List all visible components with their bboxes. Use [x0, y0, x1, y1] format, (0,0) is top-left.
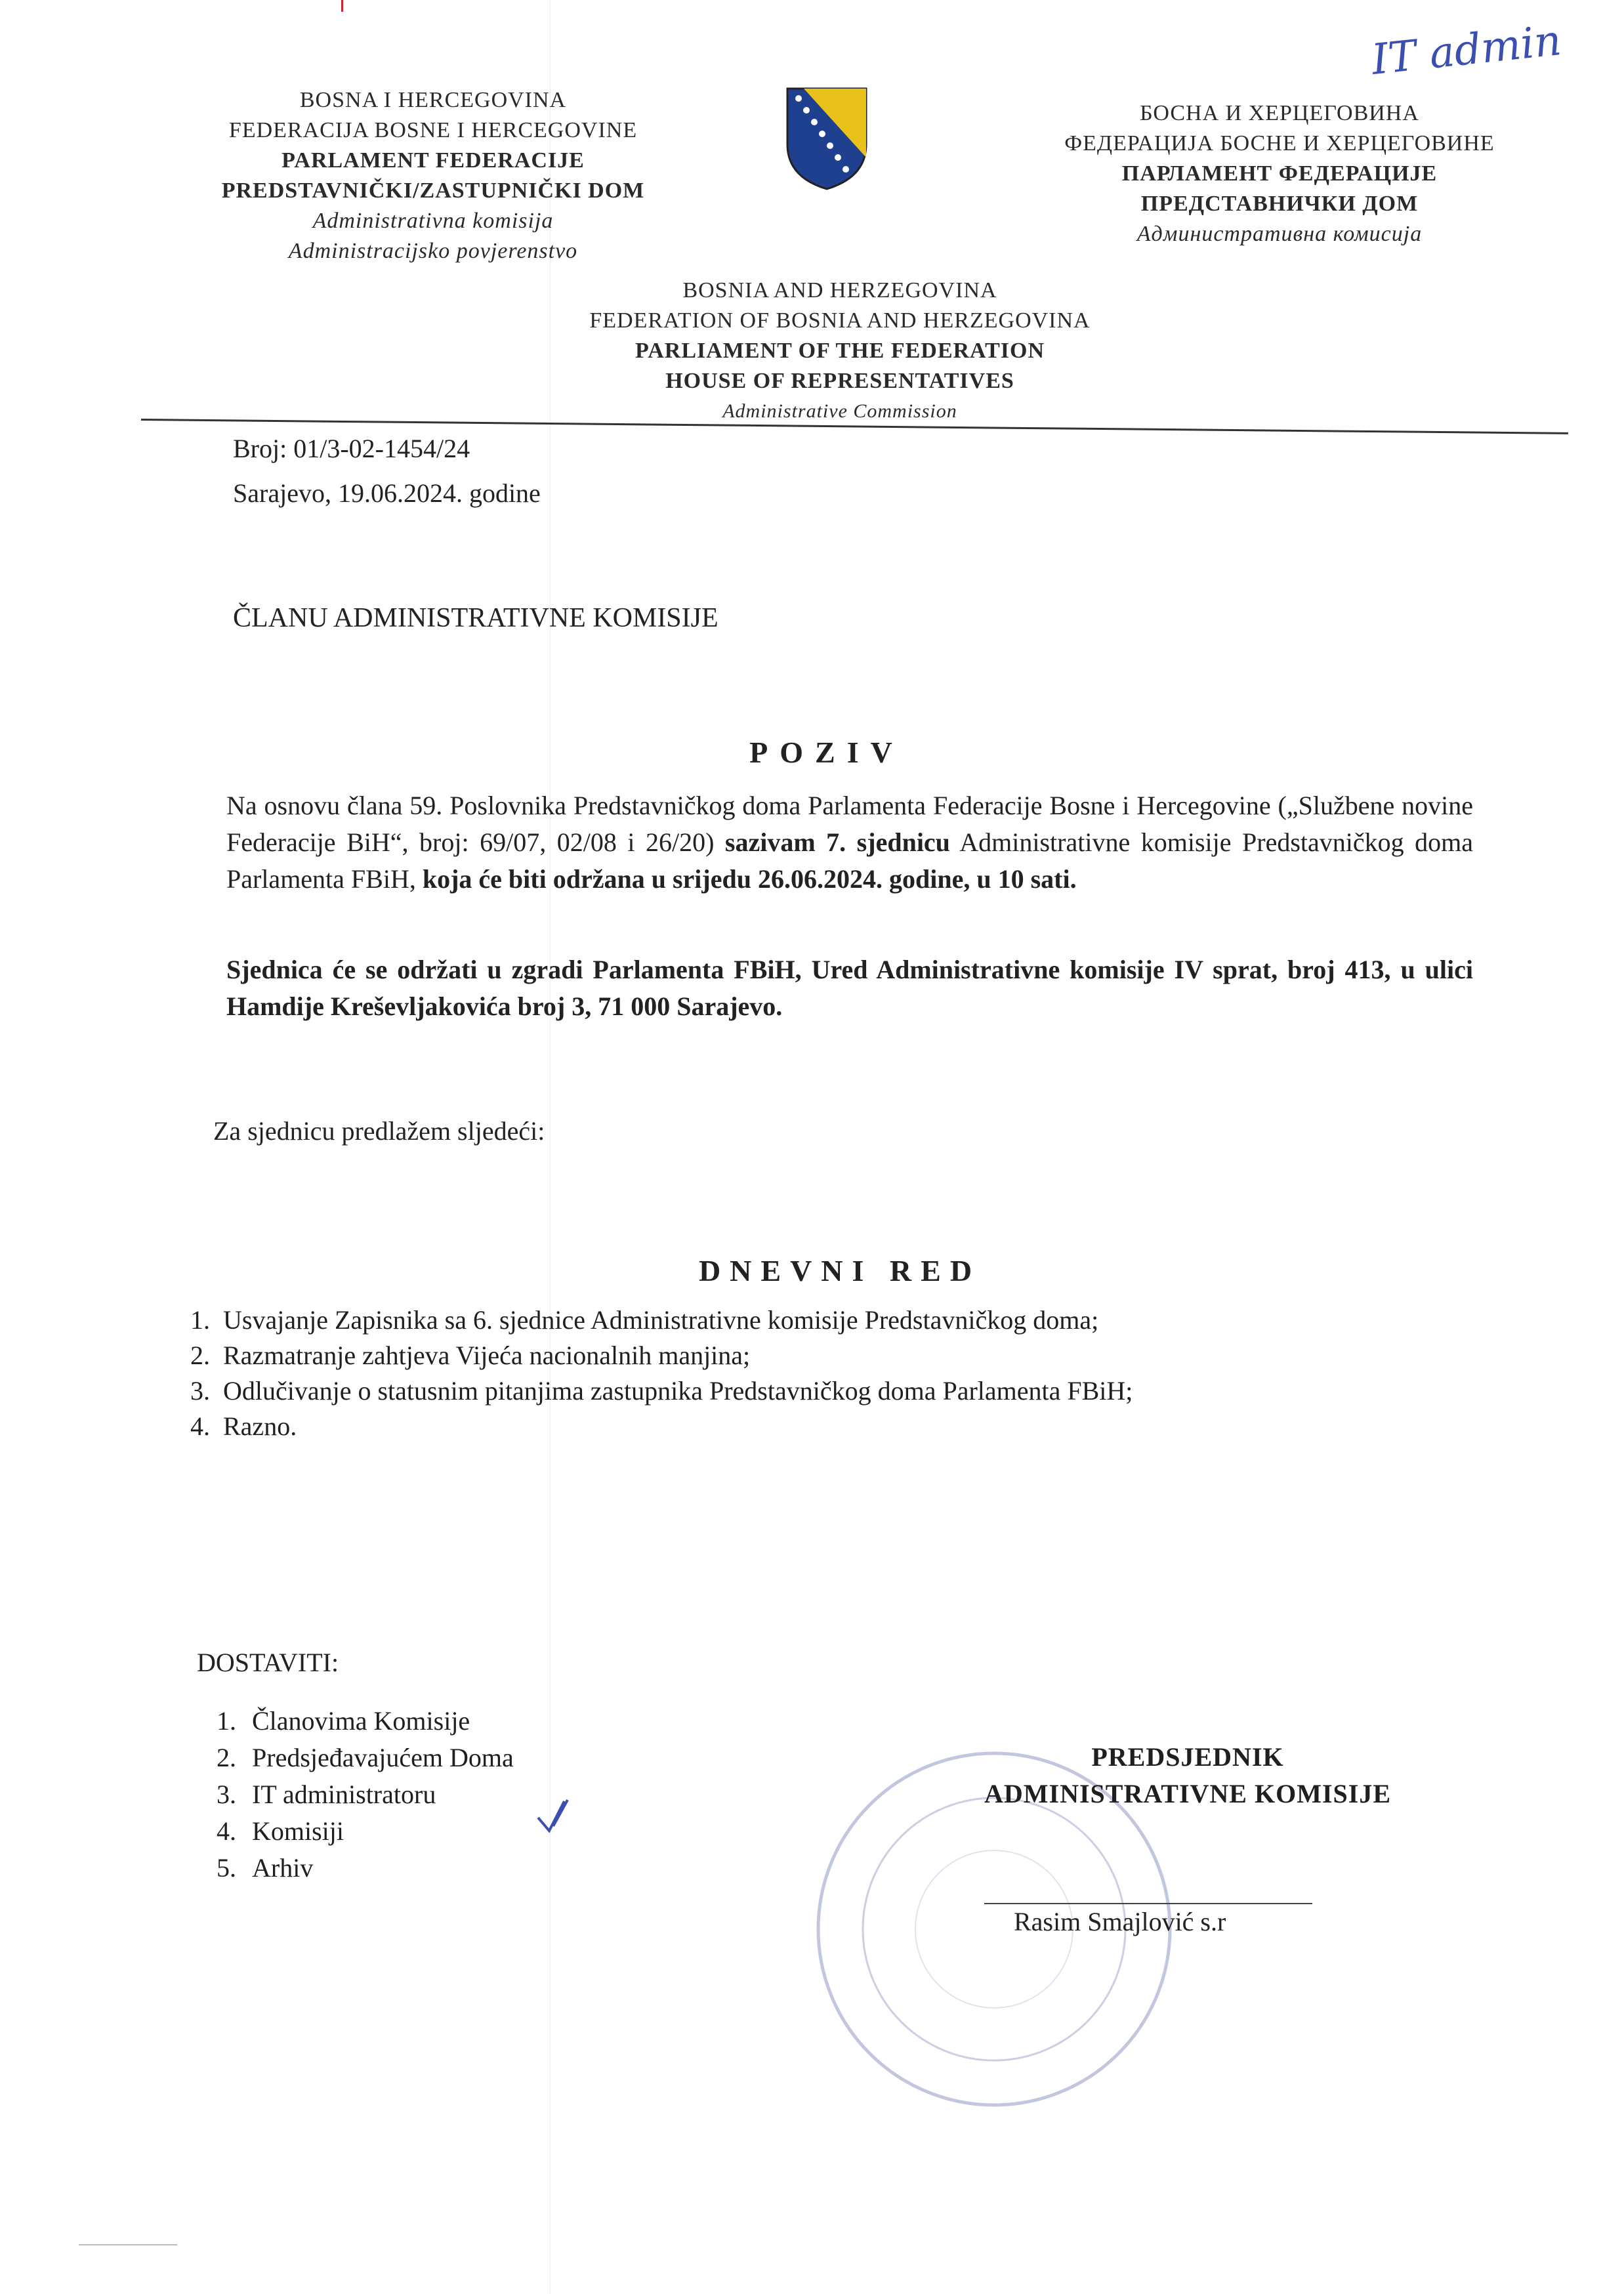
- location-paragraph: Sjednica će se održati u zgradi Parlamenta FBiH, Ured Administrativne komisije IV sprat, broj 413, u ulici Hamdije Kreševljakovića broj 3, 71 000 Sarajevo.: [226, 955, 1473, 1021]
- distribution-item: 2. Predsjeđavajućem Doma: [243, 1740, 768, 1776]
- distribution-item: 1. Članovima Komisije: [243, 1703, 768, 1740]
- agenda-item: 1. Usvajanje Zapisnika sa 6. sjednice Administrativne komisije Predstavničkog doma;: [217, 1303, 1529, 1338]
- header-right-line1: БОСНА И ХЕРЦЕГОВИНА: [1140, 101, 1419, 125]
- header-center: [512, 276, 1168, 427]
- header-left: [151, 85, 715, 266]
- distribution-title: DOSTAVITI:: [197, 1648, 339, 1677]
- paragraph-text-2: sazivam 7. sjednicu: [724, 827, 950, 857]
- header-center-line3: PARLIAMENT OF THE FEDERATION: [635, 339, 1045, 363]
- header-left-line4: PREDSTAVNIČKI/ZASTUPNIČKI DOM: [221, 178, 645, 203]
- header-right-line3: ПАРЛАМЕНТ ФЕДЕРАЦИЈЕ: [1121, 161, 1438, 186]
- handwritten-note: IT admin: [1369, 16, 1564, 85]
- agenda-title: DNEVNI RED: [698, 1254, 982, 1287]
- agenda-list: [164, 1303, 1529, 1444]
- coat-of-arms-icon: [784, 85, 869, 190]
- distribution-list: [197, 1703, 768, 1887]
- header-center-line4: HOUSE OF REPRESENTATIVES: [665, 369, 1014, 393]
- header-right-line4: ПРЕДСТАВНИЧКИ ДОМ: [1140, 192, 1419, 216]
- distribution-item: 5. Arhiv: [243, 1850, 768, 1887]
- header-right: [1010, 98, 1549, 249]
- document-title: POZIV: [749, 736, 904, 769]
- paragraph-text-3: Administrativne komisije Predstavničkog doma Parlamenta FBiH,: [226, 827, 1474, 894]
- signatory-name: Rasim Smajlović s.r: [1014, 1907, 1226, 1936]
- header-center-line1: BOSNIA AND HERZEGOVINA: [682, 278, 997, 302]
- agenda-item: 4. Razno.: [217, 1409, 1529, 1444]
- signature-title-2: ADMINISTRATIVNE KOMISIJE: [984, 1779, 1391, 1808]
- agenda-item: 2. Razmatranje zahtjeva Vijeća nacionalnih manjina;: [217, 1338, 1529, 1373]
- scan-mark: [341, 0, 343, 12]
- signature-title-1: PREDSJEDNIK: [1091, 1742, 1284, 1772]
- header-right-line5: Административна комисија: [1136, 222, 1423, 246]
- header-right-line2: ФЕДЕРАЦИЈА БОСНЕ И ХЕРЦЕГОВИНЕ: [1064, 131, 1495, 156]
- signature-block: [899, 1739, 1476, 1812]
- agenda-item: 3. Odlučivanje o statusnim pitanjima zastupnika Predstavničkog doma Parlamenta FBiH;: [217, 1373, 1529, 1409]
- header-center-line5: Administrative Commission: [722, 400, 957, 422]
- reference-date: Sarajevo, 19.06.2024. godine: [233, 478, 541, 508]
- signature-line: [984, 1903, 1312, 1904]
- header-left-line1: BOSNA I HERCEGOVINA: [299, 88, 567, 112]
- reference-number: Broj: 01/3-02-1454/24: [233, 434, 470, 463]
- distribution-item: 4. Komisiji: [243, 1813, 768, 1850]
- invitation-paragraph: [226, 787, 1473, 898]
- header-left-line3: PARLAMENT FEDERACIJE: [281, 148, 585, 173]
- scan-edge-mark: [79, 2244, 177, 2245]
- header-left-line2: FEDERACIJA BOSNE I HERCEGOVINE: [228, 118, 638, 142]
- checkmark-icon: [535, 1795, 587, 1837]
- header-center-line2: FEDERATION OF BOSNIA AND HERZEGOVINA: [589, 308, 1091, 333]
- header-left-line5: Administrativna komisija: [312, 209, 554, 233]
- paragraph-text-4: koja će biti održana u srijedu 26.06.2024. godine, u 10 sati.: [422, 864, 1077, 894]
- proposal-intro: Za sjednicu predlažem sljedeći:: [213, 1116, 545, 1146]
- distribution-item: 3. IT administratoru: [243, 1776, 768, 1813]
- recipient: ČLANU ADMINISTRATIVNE KOMISIJE: [233, 603, 718, 633]
- paragraph-text-1: Na osnovu člana 59. Poslovnika Predstavničkog doma Parlamenta Federacije Bosne i Hercegovine („Službene novine Federacije BiH“, broj: 69/07, 02/08 i 26/20): [226, 791, 1473, 857]
- header-left-line6: Administracijsko povjerenstvo: [288, 239, 578, 263]
